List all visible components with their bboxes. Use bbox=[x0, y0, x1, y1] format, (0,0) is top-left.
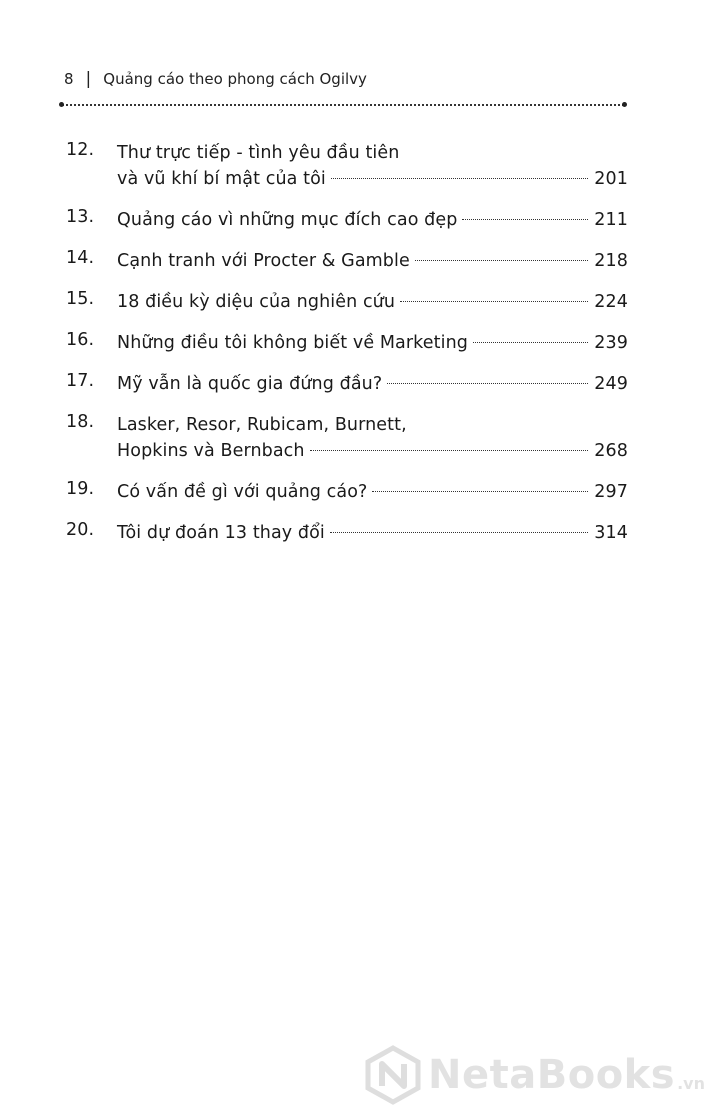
dot-leader bbox=[400, 301, 588, 302]
chapter-entry-body bbox=[117, 289, 628, 315]
dot-leader bbox=[462, 219, 588, 220]
chapter-title: Hopkins và Bernbach bbox=[117, 441, 305, 461]
chapter-title: Thư trực tiếp - tình yêu đầu tiên bbox=[117, 143, 400, 163]
running-header bbox=[64, 70, 367, 88]
chapter-title: Lasker, Resor, Rubicam, Burnett, bbox=[117, 415, 407, 435]
dot-leader bbox=[330, 532, 588, 533]
chapter-title-line bbox=[117, 479, 628, 505]
chapter-title-line bbox=[117, 330, 628, 356]
watermark-suffix: .vn bbox=[677, 1073, 705, 1093]
chapter-title-line bbox=[117, 438, 628, 464]
chapter-number: 13. bbox=[66, 207, 95, 227]
dot-leader bbox=[387, 383, 588, 384]
header-separator: | bbox=[85, 68, 92, 89]
chapter-entry-body bbox=[117, 207, 628, 233]
toc-entry bbox=[66, 479, 628, 505]
chapter-title: Cạnh tranh với Procter & Gamble bbox=[117, 251, 410, 271]
chapter-title-line bbox=[117, 289, 628, 315]
page-number: 8 bbox=[64, 70, 74, 88]
chapter-title-line bbox=[117, 248, 628, 274]
toc-entry bbox=[66, 289, 628, 315]
chapter-page-number: 224 bbox=[594, 292, 628, 312]
chapter-entry-body bbox=[117, 371, 628, 397]
dot-leader bbox=[473, 342, 588, 343]
chapter-number: 16. bbox=[66, 330, 95, 350]
chapter-number: 20. bbox=[66, 520, 95, 540]
chapter-number: 18. bbox=[66, 412, 95, 432]
toc-entry bbox=[66, 412, 628, 464]
chapter-title-line bbox=[117, 520, 628, 546]
rule-end-dot bbox=[622, 102, 627, 107]
chapter-title-line bbox=[117, 412, 628, 438]
chapter-title: 18 điều kỳ diệu của nghiên cứu bbox=[117, 292, 396, 312]
chapter-number: 14. bbox=[66, 248, 95, 268]
book-title: Quảng cáo theo phong cách Ogilvy bbox=[103, 70, 367, 88]
toc-entry bbox=[66, 207, 628, 233]
chapter-entry-body bbox=[117, 330, 628, 356]
chapter-number: 17. bbox=[66, 371, 95, 391]
chapter-page-number: 201 bbox=[594, 169, 628, 189]
chapter-page-number: 314 bbox=[594, 523, 628, 543]
watermark bbox=[366, 1046, 705, 1104]
chapter-title: và vũ khí bí mật của tôi bbox=[117, 169, 326, 189]
dot-leader bbox=[372, 491, 588, 492]
chapter-title-line bbox=[117, 166, 628, 192]
toc-entry bbox=[66, 330, 628, 356]
dot-leader bbox=[310, 450, 588, 451]
chapter-title: Mỹ vẫn là quốc gia đứng đầu? bbox=[117, 374, 383, 394]
chapter-title: Tôi dự đoán 13 thay đổi bbox=[117, 523, 325, 543]
netabooks-logo-icon bbox=[366, 1046, 420, 1104]
toc-entry bbox=[66, 248, 628, 274]
chapter-title: Những điều tôi không biết về Marketing bbox=[117, 333, 468, 353]
chapter-page-number: 211 bbox=[594, 210, 628, 230]
chapter-title-line bbox=[117, 371, 628, 397]
chapter-title: Quảng cáo vì những mục đích cao đẹp bbox=[117, 210, 458, 230]
chapter-entry-body bbox=[117, 412, 628, 464]
header-dotted-rule bbox=[62, 104, 624, 106]
chapter-page-number: 297 bbox=[594, 482, 628, 502]
chapter-title-line bbox=[117, 207, 628, 233]
chapter-page-number: 218 bbox=[594, 251, 628, 271]
chapter-page-number: 268 bbox=[594, 441, 628, 461]
chapter-title: Có vấn đề gì với quảng cáo? bbox=[117, 482, 368, 502]
chapter-number: 15. bbox=[66, 289, 95, 309]
chapter-entry-body bbox=[117, 248, 628, 274]
watermark-brand: NetaBooks bbox=[428, 1052, 676, 1098]
rule-end-dot bbox=[59, 102, 64, 107]
chapter-entry-body bbox=[117, 140, 628, 192]
chapter-entry-body bbox=[117, 479, 628, 505]
dot-leader bbox=[415, 260, 588, 261]
toc-entry bbox=[66, 140, 628, 192]
chapter-entry-body bbox=[117, 520, 628, 546]
chapter-number: 12. bbox=[66, 140, 95, 160]
toc-entry bbox=[66, 520, 628, 546]
toc-entry bbox=[66, 371, 628, 397]
chapter-title-line bbox=[117, 140, 628, 166]
table-of-contents bbox=[66, 140, 628, 561]
chapter-page-number: 249 bbox=[594, 374, 628, 394]
chapter-number: 19. bbox=[66, 479, 95, 499]
chapter-page-number: 239 bbox=[594, 333, 628, 353]
dot-leader bbox=[331, 178, 588, 179]
